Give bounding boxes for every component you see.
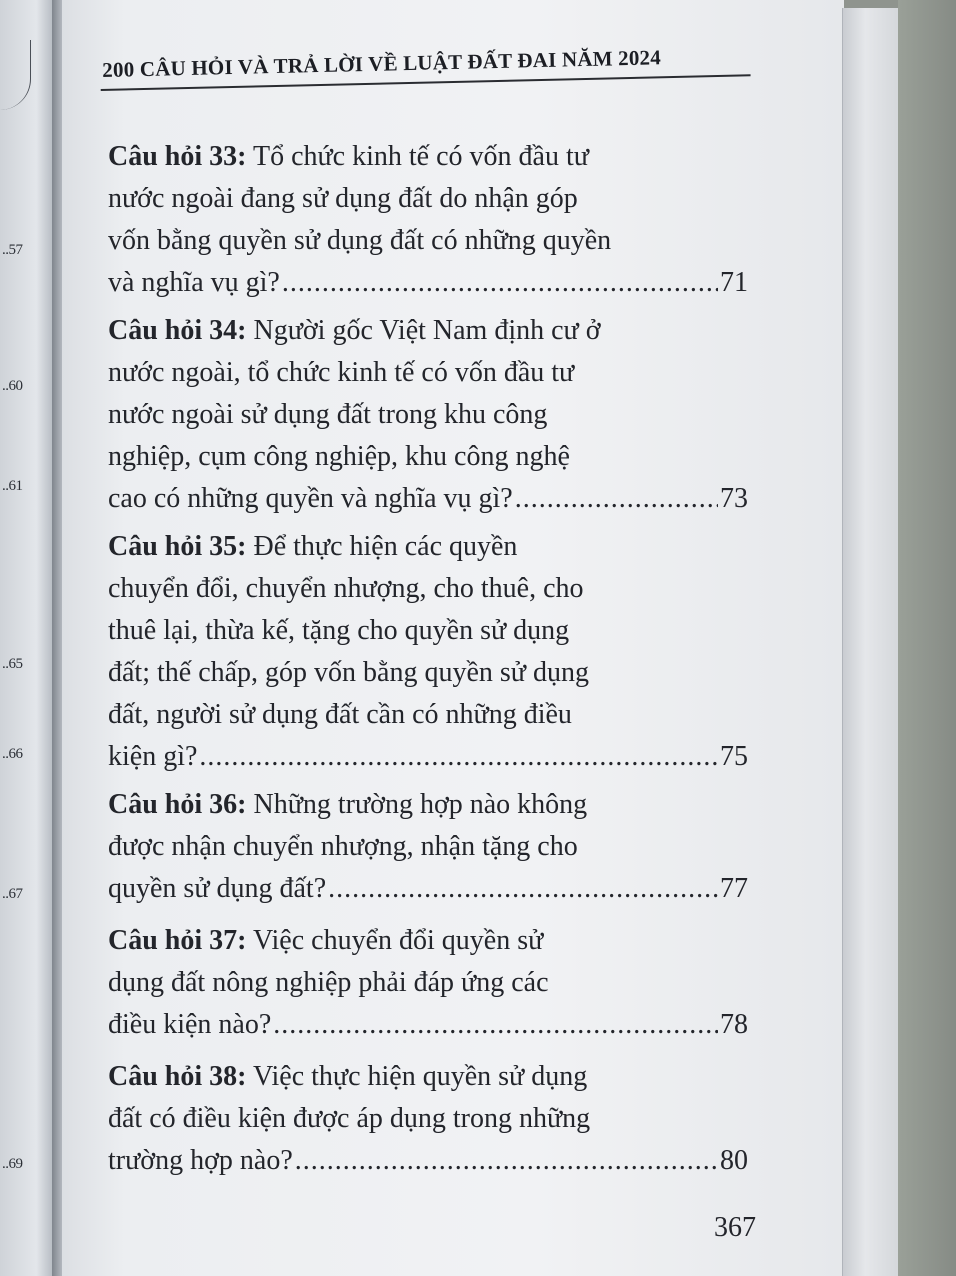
left-page-ref: ..60 <box>2 378 23 394</box>
entry-line: đất; thế chấp, góp vốn bằng quyền sử dụng <box>108 657 589 688</box>
entry-text: Tổ chức kinh tế có vốn đầu tư <box>246 141 589 172</box>
entry-label: Câu hỏi 36: <box>108 789 247 820</box>
entry-line: dụng đất nông nghiệp phải đáp ứng các <box>108 967 549 998</box>
entry-page-number: 80 <box>720 1145 748 1176</box>
entry-label: Câu hỏi 37: <box>108 925 247 956</box>
entry-label: Câu hỏi 33: <box>108 141 247 172</box>
entry-line: đất, người sử dụng đất cần có những điều <box>108 699 572 730</box>
entry-label: Câu hỏi 34: <box>108 315 247 346</box>
dot-leader <box>328 868 718 910</box>
entry-label: Câu hỏi 38: <box>108 1061 247 1092</box>
entry-page-number: 71 <box>720 267 748 298</box>
toc-entry-38[interactable] <box>108 1056 758 1182</box>
entry-line: nước ngoài, tổ chức kinh tế có vốn đầu tư <box>108 357 575 388</box>
toc-entry-36[interactable] <box>108 784 758 910</box>
page-edges <box>842 8 899 1276</box>
entry-text: Việc thực hiện quyền sử dụng <box>246 1061 588 1092</box>
entry-page-number: 75 <box>720 741 748 772</box>
entry-leader-line <box>108 868 748 910</box>
entry-text: kiện gì? <box>108 741 198 772</box>
entry-line <box>108 920 758 962</box>
entry-leader-line <box>108 1004 748 1046</box>
entry-text: Người gốc Việt Nam định cư ở <box>246 315 601 346</box>
toc-entry-35[interactable] <box>108 526 758 778</box>
entry-line: chuyển đổi, chuyển nhượng, cho thuê, cho <box>108 573 584 604</box>
table-surface <box>898 0 956 1276</box>
left-page-ref: ..65 <box>2 656 23 672</box>
entry-line: nghiệp, cụm công nghiệp, khu công nghệ <box>108 441 570 472</box>
dot-leader <box>515 478 718 520</box>
entry-page-number: 77 <box>720 873 748 904</box>
left-page-curve <box>0 40 31 110</box>
entry-text: điều kiện nào? <box>108 1009 272 1040</box>
entry-leader-line <box>108 1140 748 1182</box>
entry-text: Việc chuyển đổi quyền sử <box>246 925 544 956</box>
dot-leader <box>295 1140 718 1182</box>
entry-text: Để thực hiện các quyền <box>246 531 518 562</box>
entry-page-number: 78 <box>720 1009 748 1040</box>
entry-line <box>108 1056 758 1098</box>
entry-line: nước ngoài sử dụng đất trong khu công <box>108 399 548 430</box>
toc-entry-33[interactable] <box>108 136 758 304</box>
entry-text: Những trường hợp nào không <box>246 789 588 820</box>
entry-line: nước ngoài đang sử dụng đất do nhận góp <box>108 183 578 214</box>
entry-line: đất có điều kiện được áp dụng trong những <box>108 1103 591 1134</box>
entry-text: và nghĩa vụ gì? <box>108 267 280 298</box>
dot-leader <box>199 736 718 778</box>
toc-entry-34[interactable] <box>108 310 758 520</box>
entry-leader-line <box>108 736 748 778</box>
entry-line: thuê lại, thừa kế, tặng cho quyền sử dụng <box>108 615 570 646</box>
entry-line <box>108 310 758 352</box>
entry-line: vốn bằng quyền sử dụng đất có những quyền <box>108 225 612 256</box>
toc-entry-37[interactable] <box>108 920 758 1046</box>
dot-leader <box>273 1004 718 1046</box>
entry-text: trường hợp nào? <box>108 1145 293 1176</box>
left-page <box>0 0 52 1276</box>
left-page-ref: ..67 <box>2 886 23 902</box>
entry-page-number: 73 <box>720 483 748 514</box>
entry-label: Câu hỏi 35: <box>108 531 247 562</box>
entry-text: quyền sử dụng đất? <box>108 873 327 904</box>
left-page-ref: ..66 <box>2 746 23 762</box>
entry-line <box>108 526 758 568</box>
left-page-ref: ..69 <box>2 1156 23 1172</box>
header-title: 200 CÂU HỎI VÀ TRẢ LỜI VỀ LUẬT ĐẤT ĐAI NĂM 2024 <box>101 45 662 82</box>
left-page-ref: ..57 <box>2 242 23 258</box>
entry-text: cao có những quyền và nghĩa vụ gì? <box>108 483 513 514</box>
dot-leader <box>282 262 718 304</box>
entry-line <box>108 136 758 178</box>
page-number: 367 <box>714 1212 756 1243</box>
entry-line: được nhận chuyển nhượng, nhận tặng cho <box>108 831 578 862</box>
entry-leader-line <box>108 478 748 520</box>
entry-line <box>108 784 758 826</box>
left-page-ref: ..61 <box>2 478 23 494</box>
entry-leader-line <box>108 262 748 304</box>
